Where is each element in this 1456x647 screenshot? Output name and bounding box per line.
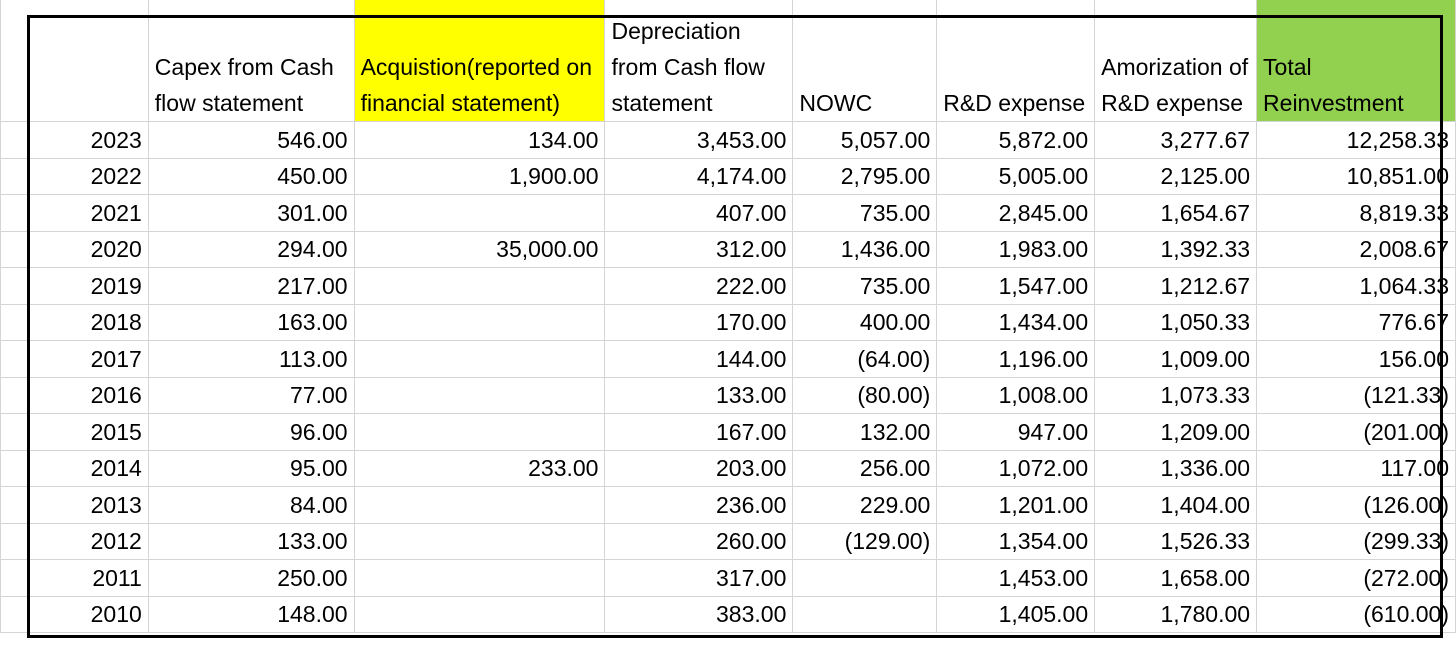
cell-nowc[interactable]: 1,436.00 (793, 231, 937, 268)
table-row (1, 341, 1456, 378)
cell-depreciation[interactable]: 167.00 (605, 414, 793, 451)
cell-rd-expense[interactable]: 1,072.00 (937, 450, 1095, 487)
table-row (1, 487, 1456, 524)
cell-year[interactable]: 2015 (1, 414, 149, 451)
cell-depreciation[interactable]: 236.00 (605, 487, 793, 524)
cell-nowc[interactable]: 735.00 (793, 195, 937, 232)
cell-amortization[interactable]: 1,654.67 (1095, 195, 1257, 232)
table-row (1, 231, 1456, 268)
cell-capex[interactable]: 250.00 (148, 560, 354, 597)
cell-nowc[interactable] (793, 596, 937, 633)
cell-year[interactable]: 2017 (1, 341, 149, 378)
cell-acquisition[interactable] (354, 523, 605, 560)
cell-amortization[interactable]: 1,392.33 (1095, 231, 1257, 268)
cell-year[interactable]: 2021 (1, 195, 149, 232)
cell-depreciation[interactable]: 4,174.00 (605, 158, 793, 195)
cell-depreciation[interactable]: 317.00 (605, 560, 793, 597)
header-cell-depreciation[interactable]: Depreciation from Cash flow statement (605, 0, 793, 122)
cell-year[interactable]: 2011 (1, 560, 149, 597)
cell-year[interactable]: 2016 (1, 377, 149, 414)
cell-acquisition[interactable] (354, 195, 605, 232)
cell-depreciation[interactable]: 144.00 (605, 341, 793, 378)
table-row (1, 304, 1456, 341)
cell-rd-expense[interactable]: 1,008.00 (937, 377, 1095, 414)
cell-depreciation[interactable]: 407.00 (605, 195, 793, 232)
header-cell-acquisition[interactable]: Acquistion(reported on financial statement) (354, 0, 605, 122)
cell-total-reinvestment[interactable]: (610.00) (1257, 596, 1456, 633)
cell-total-reinvestment[interactable]: 1,064.33 (1257, 268, 1456, 305)
cell-nowc[interactable]: 132.00 (793, 414, 937, 451)
cell-acquisition[interactable] (354, 596, 605, 633)
cell-depreciation[interactable]: 260.00 (605, 523, 793, 560)
cell-rd-expense[interactable]: 2,845.00 (937, 195, 1095, 232)
header-cell-nowc[interactable]: NOWC (793, 0, 937, 122)
cell-amortization[interactable]: 1,404.00 (1095, 487, 1257, 524)
table-row (1, 268, 1456, 305)
cell-year[interactable]: 2023 (1, 122, 149, 159)
header-cell-total-reinvestment[interactable]: Total Reinvestment (1257, 0, 1456, 122)
header-cell-capex[interactable]: Capex from Cash flow statement (148, 0, 354, 122)
cell-capex[interactable]: 84.00 (148, 487, 354, 524)
table-row (1, 560, 1456, 597)
cell-capex[interactable]: 217.00 (148, 268, 354, 305)
table-row (1, 122, 1456, 159)
table-row (1, 414, 1456, 451)
cell-amortization[interactable]: 1,526.33 (1095, 523, 1257, 560)
cell-acquisition[interactable] (354, 377, 605, 414)
cell-depreciation[interactable]: 222.00 (605, 268, 793, 305)
cell-total-reinvestment[interactable]: 12,258.33 (1257, 122, 1456, 159)
cell-nowc[interactable]: (64.00) (793, 341, 937, 378)
header-cell-year[interactable] (1, 0, 149, 122)
cell-nowc[interactable]: 229.00 (793, 487, 937, 524)
cell-capex[interactable]: 96.00 (148, 414, 354, 451)
cell-rd-expense[interactable]: 1,405.00 (937, 596, 1095, 633)
cell-nowc[interactable]: (80.00) (793, 377, 937, 414)
cell-rd-expense[interactable]: 5,872.00 (937, 122, 1095, 159)
cell-depreciation[interactable]: 383.00 (605, 596, 793, 633)
table-row (1, 523, 1456, 560)
header-cell-rd-expense[interactable]: R&D expense (937, 0, 1095, 122)
cell-total-reinvestment[interactable]: 10,851.00 (1257, 158, 1456, 195)
cell-total-reinvestment[interactable]: (299.33) (1257, 523, 1456, 560)
cell-amortization[interactable]: 1,050.33 (1095, 304, 1257, 341)
header-row (1, 0, 1456, 122)
cell-nowc[interactable]: 256.00 (793, 450, 937, 487)
cell-acquisition[interactable]: 35,000.00 (354, 231, 605, 268)
cell-nowc[interactable]: (129.00) (793, 523, 937, 560)
cell-amortization[interactable]: 1,780.00 (1095, 596, 1257, 633)
cell-year[interactable]: 2020 (1, 231, 149, 268)
cell-acquisition[interactable] (354, 268, 605, 305)
cell-year[interactable]: 2019 (1, 268, 149, 305)
cell-rd-expense[interactable]: 1,983.00 (937, 231, 1095, 268)
cell-acquisition[interactable] (354, 304, 605, 341)
cell-capex[interactable]: 95.00 (148, 450, 354, 487)
cell-amortization[interactable]: 1,212.67 (1095, 268, 1257, 305)
table-row (1, 450, 1456, 487)
cell-rd-expense[interactable]: 1,547.00 (937, 268, 1095, 305)
cell-year[interactable]: 2018 (1, 304, 149, 341)
cell-amortization[interactable]: 1,209.00 (1095, 414, 1257, 451)
cell-rd-expense[interactable]: 5,005.00 (937, 158, 1095, 195)
cell-nowc[interactable]: 735.00 (793, 268, 937, 305)
cell-nowc[interactable]: 400.00 (793, 304, 937, 341)
cell-year[interactable]: 2013 (1, 487, 149, 524)
cell-total-reinvestment[interactable]: (121.33) (1257, 377, 1456, 414)
cell-amortization[interactable]: 2,125.00 (1095, 158, 1257, 195)
cell-depreciation[interactable]: 203.00 (605, 450, 793, 487)
cell-nowc[interactable] (793, 560, 937, 597)
table-row (1, 377, 1456, 414)
cell-acquisition[interactable]: 1,900.00 (354, 158, 605, 195)
cell-capex[interactable]: 148.00 (148, 596, 354, 633)
cell-capex[interactable]: 113.00 (148, 341, 354, 378)
table-row (1, 596, 1456, 633)
table-row (1, 158, 1456, 195)
cell-capex[interactable]: 294.00 (148, 231, 354, 268)
cell-acquisition[interactable]: 233.00 (354, 450, 605, 487)
cell-acquisition[interactable]: 134.00 (354, 122, 605, 159)
cell-year[interactable]: 2012 (1, 523, 149, 560)
header-cell-amortization[interactable]: Amorization of R&D expense (1095, 0, 1257, 122)
cell-rd-expense[interactable]: 947.00 (937, 414, 1095, 451)
cell-nowc[interactable]: 2,795.00 (793, 158, 937, 195)
cell-rd-expense[interactable]: 1,196.00 (937, 341, 1095, 378)
table-row (1, 195, 1456, 232)
cell-depreciation[interactable]: 3,453.00 (605, 122, 793, 159)
cell-capex[interactable]: 450.00 (148, 158, 354, 195)
cell-acquisition[interactable] (354, 341, 605, 378)
cell-rd-expense[interactable]: 1,201.00 (937, 487, 1095, 524)
cell-depreciation[interactable]: 312.00 (605, 231, 793, 268)
cell-amortization[interactable]: 3,277.67 (1095, 122, 1257, 159)
cell-acquisition[interactable] (354, 560, 605, 597)
cell-total-reinvestment[interactable]: (126.00) (1257, 487, 1456, 524)
cell-year[interactable]: 2022 (1, 158, 149, 195)
cell-total-reinvestment[interactable]: 8,819.33 (1257, 195, 1456, 232)
cell-total-reinvestment[interactable]: 2,008.67 (1257, 231, 1456, 268)
cell-total-reinvestment[interactable]: 117.00 (1257, 450, 1456, 487)
cell-depreciation[interactable]: 133.00 (605, 377, 793, 414)
cell-rd-expense[interactable]: 1,354.00 (937, 523, 1095, 560)
cell-nowc[interactable]: 5,057.00 (793, 122, 937, 159)
cell-acquisition[interactable] (354, 414, 605, 451)
cell-year[interactable]: 2010 (1, 596, 149, 633)
cell-amortization[interactable]: 1,336.00 (1095, 450, 1257, 487)
cell-total-reinvestment[interactable]: (201.00) (1257, 414, 1456, 451)
cell-capex[interactable]: 77.00 (148, 377, 354, 414)
cell-year[interactable]: 2014 (1, 450, 149, 487)
cell-rd-expense[interactable]: 1,453.00 (937, 560, 1095, 597)
cell-capex[interactable]: 133.00 (148, 523, 354, 560)
cell-amortization[interactable]: 1,073.33 (1095, 377, 1257, 414)
cell-total-reinvestment[interactable]: 156.00 (1257, 341, 1456, 378)
cell-amortization[interactable]: 1,009.00 (1095, 341, 1257, 378)
cell-capex[interactable]: 163.00 (148, 304, 354, 341)
cell-total-reinvestment[interactable]: (272.00) (1257, 560, 1456, 597)
cell-amortization[interactable]: 1,658.00 (1095, 560, 1257, 597)
cell-acquisition[interactable] (354, 487, 605, 524)
cell-capex[interactable]: 301.00 (148, 195, 354, 232)
cell-total-reinvestment[interactable]: 776.67 (1257, 304, 1456, 341)
cell-rd-expense[interactable]: 1,434.00 (937, 304, 1095, 341)
cell-depreciation[interactable]: 170.00 (605, 304, 793, 341)
cell-capex[interactable]: 546.00 (148, 122, 354, 159)
